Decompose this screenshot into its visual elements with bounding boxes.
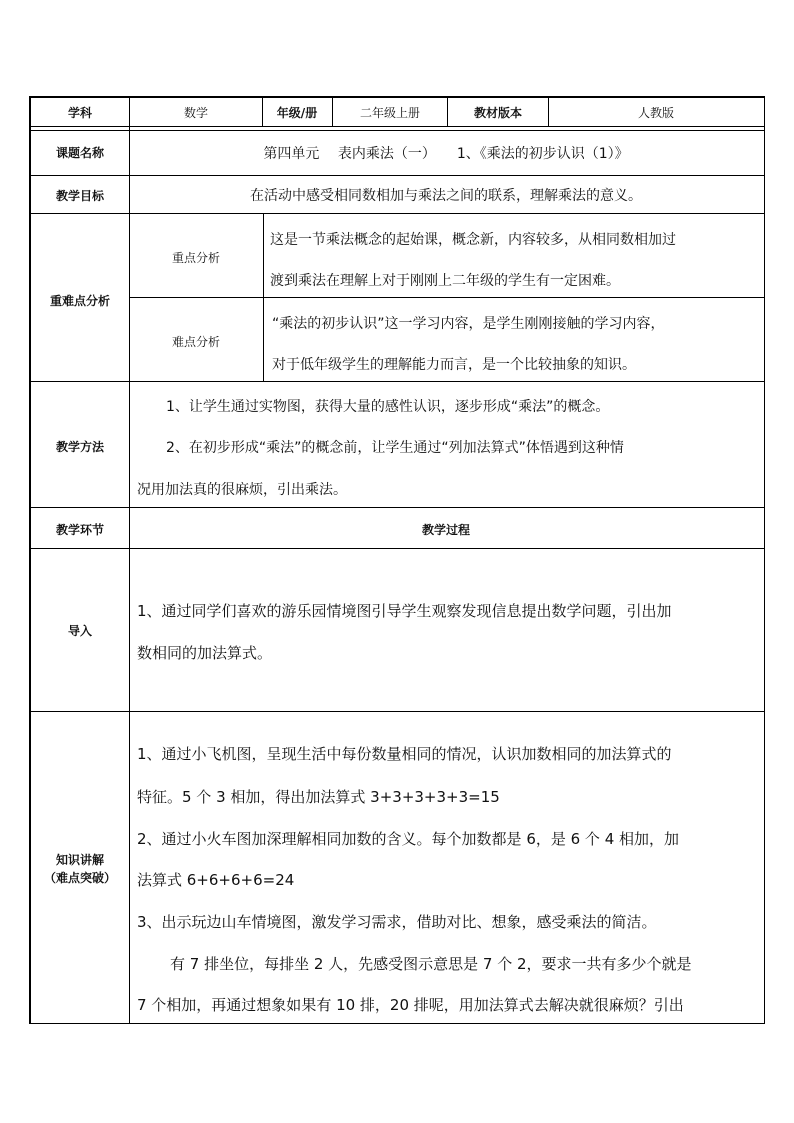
method-label: 教学方法: [55, 440, 105, 454]
method-line: 2、在初步形成“乘法”的概念前，让学生通过“列加法算式”体悟遇到这种情: [166, 440, 624, 456]
subject-value: 数学: [183, 106, 209, 120]
row-divider: [129, 297, 765, 298]
method-line: 1、让学生通过实物图，获得大量的感性认识，逐步形成“乘法”的概念。: [166, 399, 610, 415]
col-divider: [447, 96, 448, 127]
row-divider: [29, 130, 765, 131]
knowledge-line: 有 7 排坐位，每排坐 2 人，先感受图示意思是 7 个 2，要求一共有多少个就是: [170, 955, 692, 973]
knowledge-line: 法算式 6+6+6+6=24: [137, 871, 295, 889]
row-divider: [29, 507, 765, 508]
row-divider: [29, 213, 765, 214]
objective-text: 在活动中感受相同数相加与乘法之间的联系，理解乘法的意义。: [250, 188, 642, 204]
row-divider: [29, 711, 765, 712]
knowledge-label: 知识讲解: [55, 853, 105, 867]
grade-value: 二年级上册: [359, 106, 421, 120]
table-bottom-border: [29, 1023, 765, 1024]
edition-label: 教材版本: [473, 106, 523, 120]
focus-line: 渡到乘法在理解上对于刚刚上二年级的学生有一定困难。: [270, 273, 620, 289]
grade-label: 年级/册: [276, 106, 318, 120]
knowledge-sublabel: （难点突破）: [43, 871, 117, 885]
focus-line: 这是一节乘法概念的起始课，概念新，内容较多，从相同数相加过: [270, 232, 676, 248]
intro-label: 导入: [67, 624, 93, 638]
key-points-label: 重难点分析: [49, 294, 111, 308]
objective-label: 教学目标: [55, 189, 105, 203]
difficulty-line: “乘法的初步认识”这一学习内容，是学生刚刚接触的学习内容，: [272, 316, 665, 332]
process-stage-label: 教学环节: [55, 523, 105, 537]
row-divider: [29, 381, 765, 382]
lesson-title: 第四单元 表内乘法（一） 1、《乘法的初步认识（1）》: [263, 146, 629, 162]
knowledge-line: 7 个相加，再通过想象如果有 10 排，20 排呢，用加法算式去解决就很麻烦？引出: [137, 996, 684, 1014]
table-right-border: [764, 96, 765, 1024]
subject-label: 学科: [67, 106, 93, 120]
col-divider: [332, 96, 333, 127]
col-divider: [263, 213, 264, 381]
table-left-border: [29, 96, 31, 1024]
row-divider: [29, 175, 765, 176]
method-line: 况用加法真的很麻烦，引出乘法。: [137, 482, 347, 498]
table-top-border: [29, 96, 765, 98]
knowledge-line: 1、通过小飞机图，呈现生活中每份数量相同的情况，认识加数相同的加法算式的: [137, 745, 672, 763]
col-divider: [129, 96, 130, 1024]
row-divider: [29, 126, 765, 127]
lesson-label: 课题名称: [55, 146, 105, 160]
process-title: 教学过程: [421, 523, 471, 537]
row-divider: [29, 548, 765, 549]
difficulty-label: 难点分析: [171, 335, 221, 349]
col-divider: [548, 96, 549, 127]
focus-label: 重点分析: [171, 251, 221, 265]
knowledge-line: 3、出示玩边山车情境图，激发学习需求，借助对比、想象，感受乘法的简洁。: [137, 913, 657, 931]
intro-line: 1、通过同学们喜欢的游乐园情境图引导学生观察发现信息提出数学问题，引出加: [137, 602, 672, 620]
knowledge-line: 2、通过小火车图加深理解相同加数的含义。每个加数都是 6，是 6 个 4 相加，加: [137, 830, 680, 848]
edition-value: 人教版: [637, 106, 675, 120]
col-divider: [262, 96, 263, 127]
knowledge-line: 特征。5 个 3 相加，得出加法算式 3+3+3+3+3=15: [137, 788, 500, 806]
difficulty-line: 对于低年级学生的理解能力而言，是一个比较抽象的知识。: [272, 357, 636, 373]
intro-line: 数相同的加法算式。: [137, 644, 273, 662]
